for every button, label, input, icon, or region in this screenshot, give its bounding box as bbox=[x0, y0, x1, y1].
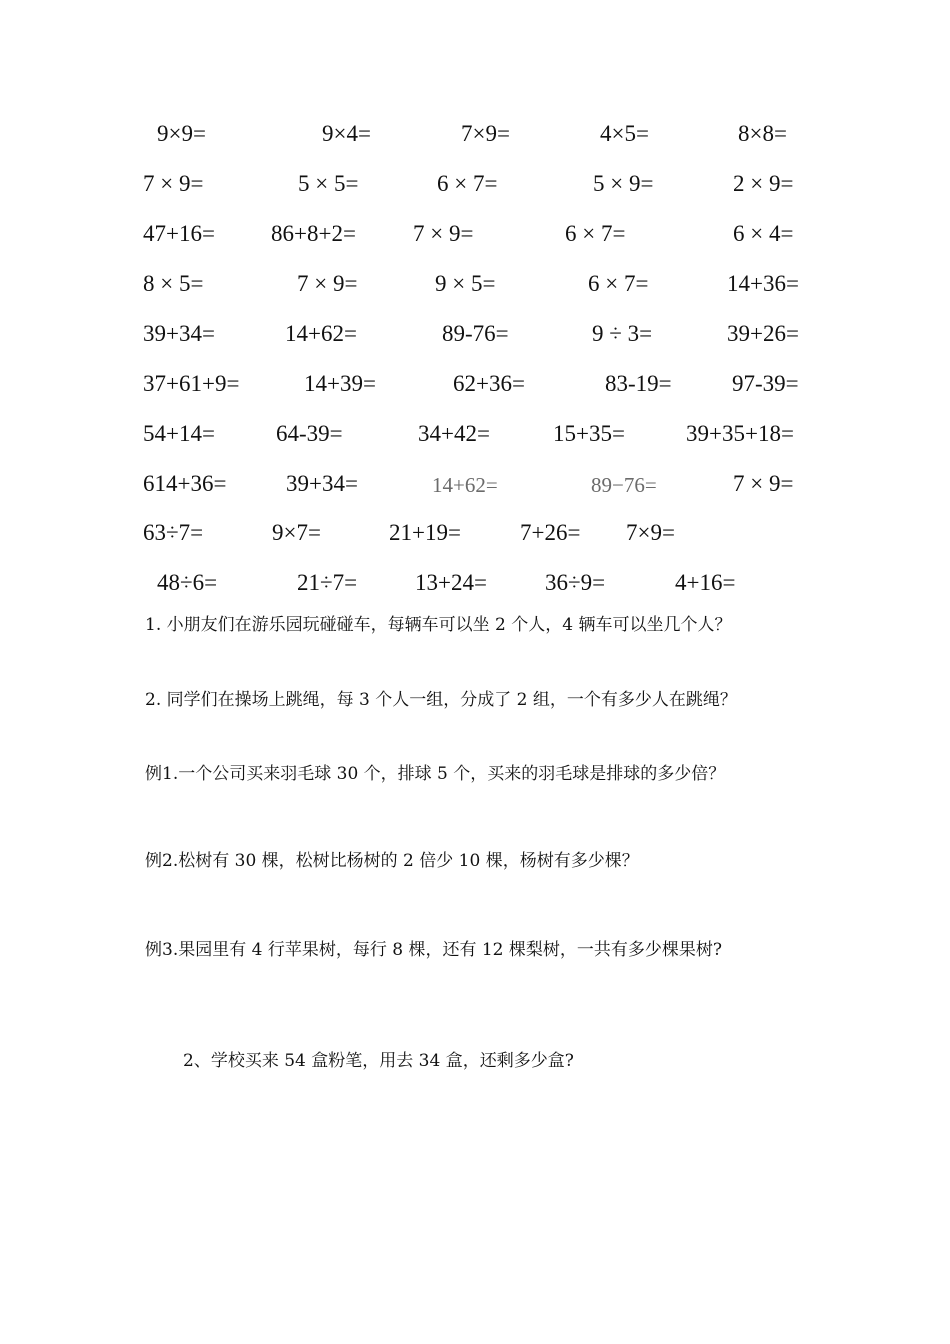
equation: 47+16= bbox=[143, 221, 215, 246]
equation: 5 × 9= bbox=[593, 171, 654, 196]
equation: 36÷9= bbox=[545, 570, 606, 595]
equation: 14+62= bbox=[285, 321, 357, 346]
equation: 54+14= bbox=[143, 421, 215, 446]
equation: 97-39= bbox=[732, 371, 799, 396]
equation: 13+24= bbox=[415, 570, 487, 595]
equation: 37+61+9= bbox=[143, 371, 240, 396]
equation: 614+36= bbox=[143, 471, 227, 496]
equation: 89−76= bbox=[591, 473, 657, 497]
equation: 63÷7= bbox=[143, 520, 204, 545]
equation: 9 ÷ 3= bbox=[592, 321, 653, 346]
equation: 39+34= bbox=[143, 321, 215, 346]
equation: 62+36= bbox=[453, 371, 525, 396]
equation: 86+8+2= bbox=[271, 221, 356, 246]
equation: 34+42= bbox=[418, 421, 490, 446]
equation: 6 × 4= bbox=[733, 221, 794, 246]
equation: 89-76= bbox=[442, 321, 509, 346]
equation: 64-39= bbox=[276, 421, 343, 446]
equation: 21+19= bbox=[389, 520, 461, 545]
equation: 39+35+18= bbox=[686, 421, 794, 446]
word-problem: 2、学校买来 54 盒粉笔，用去 34 盒，还剩多少盒? bbox=[183, 1051, 574, 1071]
equation: 9×4= bbox=[322, 121, 371, 146]
equation: 7×9= bbox=[626, 520, 675, 545]
equation: 7 × 9= bbox=[297, 271, 358, 296]
equation: 4×5= bbox=[600, 121, 649, 146]
equation: 5 × 5= bbox=[298, 171, 359, 196]
equation: 6 × 7= bbox=[565, 221, 626, 246]
equation: 7 × 9= bbox=[733, 471, 794, 496]
equation: 8×8= bbox=[738, 121, 787, 146]
equation: 4+16= bbox=[675, 570, 736, 595]
equation: 8 × 5= bbox=[143, 271, 204, 296]
equation: 9 × 5= bbox=[435, 271, 496, 296]
equation: 21÷7= bbox=[297, 570, 358, 595]
word-problem: 例3.果园里有 4 行苹果树，每行 8 棵，还有 12 棵梨树，一共有多少棵果树? bbox=[145, 940, 723, 960]
word-problem: 2. 同学们在操场上跳绳，每 3 个人一组，分成了 2 组，一个有多少人在跳绳？ bbox=[145, 690, 737, 710]
equation: 7 × 9= bbox=[143, 171, 204, 196]
equation: 14+36= bbox=[727, 271, 799, 296]
equation: 7×9= bbox=[461, 121, 510, 146]
equation: 39+26= bbox=[727, 321, 799, 346]
equation: 83-19= bbox=[605, 371, 672, 396]
equation: 2 × 9= bbox=[733, 171, 794, 196]
equation: 15+35= bbox=[553, 421, 625, 446]
equation: 6 × 7= bbox=[437, 171, 498, 196]
equation: 9×9= bbox=[157, 121, 206, 146]
word-problem: 例2.松树有 30 棵，松树比杨树的 2 倍少 10 棵，杨树有多少棵？ bbox=[145, 851, 639, 871]
equation: 7+26= bbox=[520, 520, 581, 545]
equation: 48÷6= bbox=[157, 570, 218, 595]
equation: 9×7= bbox=[272, 520, 321, 545]
word-problem: 例1.一个公司买来羽毛球 30 个，排球 5 个，买来的羽毛球是排球的多少倍？ bbox=[145, 764, 726, 784]
word-problem: 1. 小朋友们在游乐园玩碰碰车，每辆车可以坐 2 个人，4 辆车可以坐几个人？ bbox=[145, 615, 732, 635]
equation: 7 × 9= bbox=[413, 221, 474, 246]
equation: 39+34= bbox=[286, 471, 358, 496]
equation: 14+39= bbox=[304, 371, 376, 396]
equation: 14+62= bbox=[432, 473, 498, 497]
equation: 6 × 7= bbox=[588, 271, 649, 296]
